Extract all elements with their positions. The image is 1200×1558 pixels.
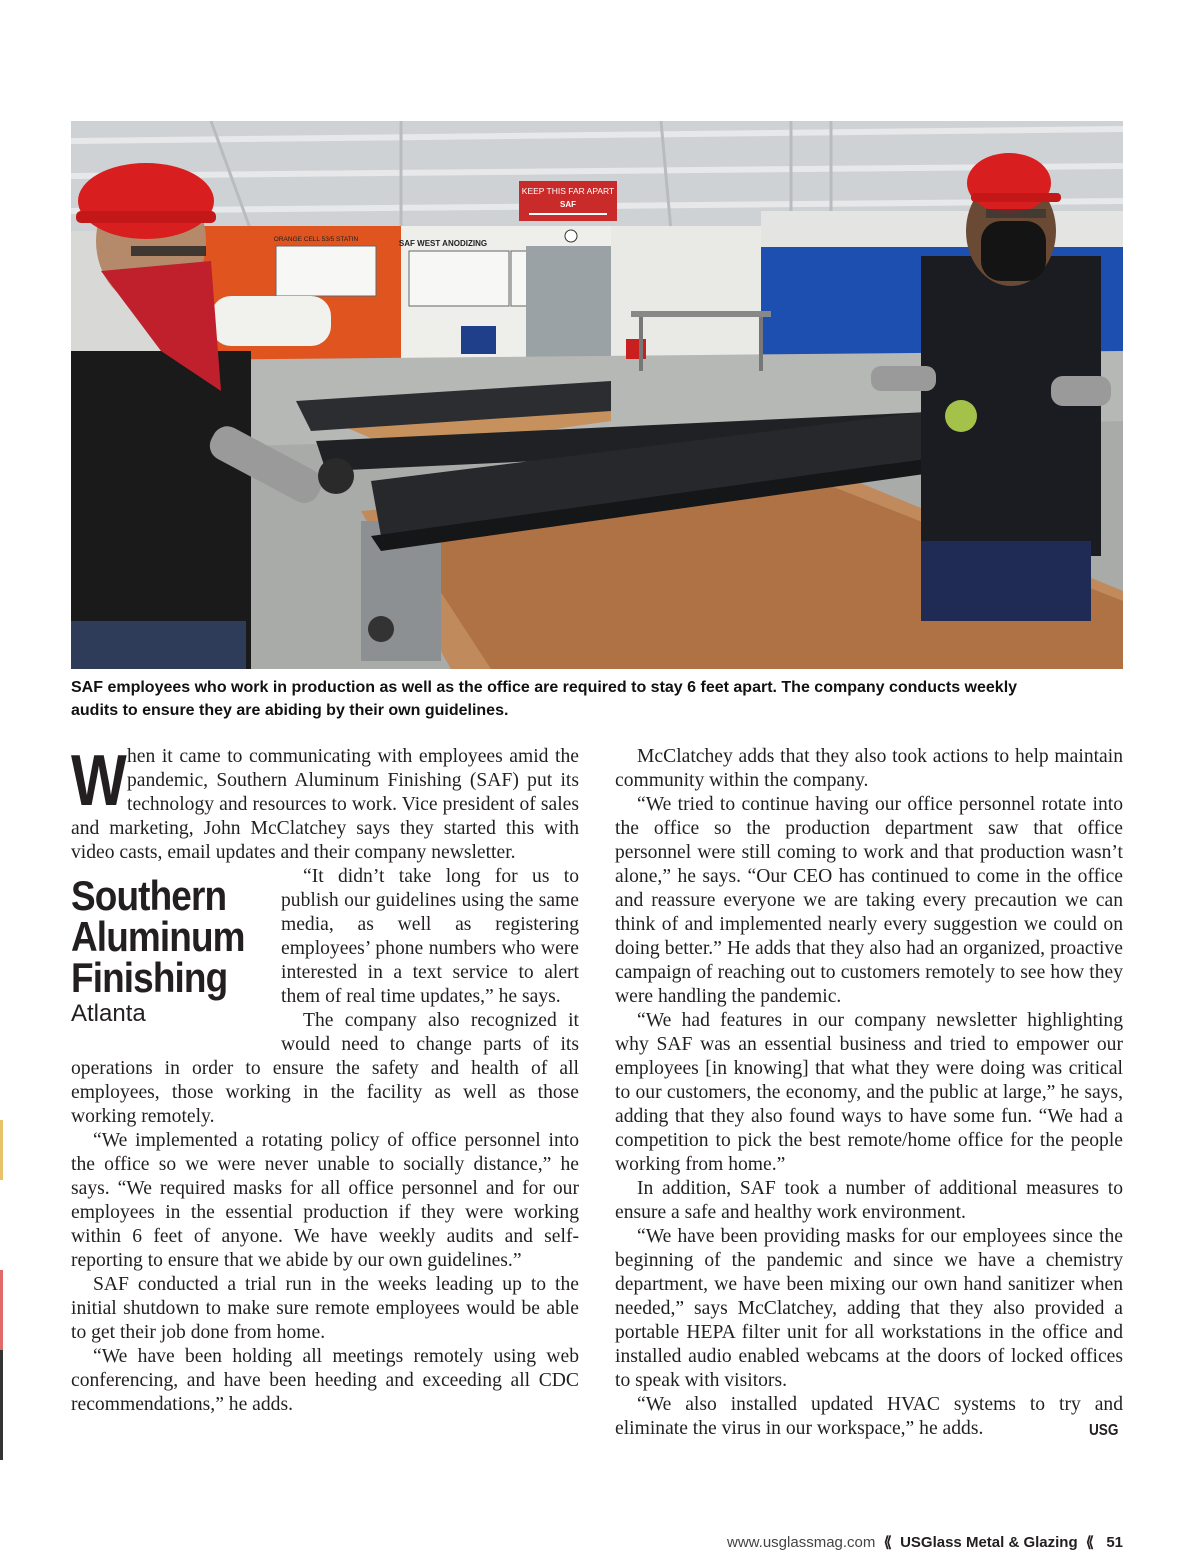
article-paragraph: “We have been holding all meetings remotely using web conferencing, and have been heeding and exceeding all CDC recommendations,” he adds. <box>71 1346 579 1415</box>
page-number: 51 <box>1106 1534 1123 1551</box>
photo-caption <box>71 676 1131 722</box>
company-name <box>71 872 282 1001</box>
article-paragraph: SAF conducted a trial run in the weeks leading up to the initial shutdown to make sure remote employees would be able to get their job done from home. <box>71 1274 579 1343</box>
sign-orange-cell: ORANGE CELL 53/5 STATIN <box>273 236 359 243</box>
company-heading <box>71 872 277 1053</box>
paragraph-text: hen it came to communicating with employees amid the pandemic, Southern Aluminum Finishing (SAF) put its technology and resources to work. Vice president of sales and marketing, John McClatchey says they started this with video casts, email updates and their company newsletter. <box>71 746 579 863</box>
article-paragraph: “We implemented a rotating policy of office personnel into the office so we were never unable to socially distance,” he says. “We required masks for all office personnel and for our employees in the essential production if they were working within 6 feet of anyone. We have weekly audits and self-reporting to ensure that we abide by our own guidelines.” <box>71 1130 579 1271</box>
article-paragraph: “We had features in our company newsletter highlighting why SAF was an essential business and tried to empower our employees [in knowing] that what they were doing was critical to our customers, the economy, and the public at large,” he says, adding that they also found ways to have some fun. “We had a competition to pick the best remote/home office for the people working from home.” <box>615 1010 1123 1175</box>
caption-line-1: SAF employees who work in production as well as the office are required to stay 6 feet apart. The company conducts weekly <box>71 679 1018 696</box>
article-paragraph: “We have been providing masks for our employees since the beginning of the pandemic and since we have a chemistry department, we have been mixing our own hand sanitizer when needed,” says McClatchey, adding that they also provided a portable HEPA filter unit for all workstations in the office and installed audio enabled webcams at the doors of locked offices to speak with visitors. <box>615 1226 1123 1391</box>
caption-line-2: audits to ensure they are abiding by their own guidelines. <box>71 702 509 719</box>
article-paragraph <box>71 741 579 865</box>
article-column-right <box>615 745 1123 1443</box>
edge-strip-dark <box>0 1350 3 1460</box>
footer-separator: ⟪ <box>883 1534 892 1551</box>
article-column-left <box>71 741 579 1417</box>
paragraph-text: “We also installed updated HVAC systems to try and eliminate the virus in our workspace,” he adds. <box>615 1394 1123 1439</box>
footer-url[interactable]: www.usglassmag.com <box>727 1534 876 1551</box>
company-name-line-1: Southern <box>71 872 227 919</box>
sign-anodizing: SAF WEST ANODIZING <box>398 239 488 248</box>
end-mark: USG <box>1089 1422 1119 1439</box>
article-paragraph: McClatchey adds that they also took actions to help maintain community within the company. <box>615 746 1123 791</box>
page-footer <box>727 1533 1123 1551</box>
edge-strip-yellow <box>0 1120 3 1180</box>
sign-keep-apart: KEEP THIS FAR APART <box>521 186 615 196</box>
article-paragraph: In addition, SAF took a number of additional measures to ensure a safe and healthy work environment. <box>615 1178 1123 1223</box>
company-city: Atlanta <box>71 1000 146 1027</box>
article-photo <box>71 121 1123 669</box>
company-name-line-3: Finishing <box>71 954 228 1001</box>
article-paragraph: “It didn’t take long for us to publish our guidelines using the same media, as well as registering employees’ phone numbers who were interested in a text service to alert them of real time updates,” he says. <box>281 866 579 1007</box>
article-paragraph: The company also recognized it would need to change parts of its operations in order to ensure the safety and health of all employees, those working in the facility as well as those working remotely. <box>71 1010 579 1127</box>
drop-cap: W <box>71 741 127 821</box>
edge-strip-red <box>0 1270 3 1350</box>
article-paragraph: “We tried to continue having our office personnel rotate into the office so the production department saw that office personnel were still coming to work and that production wasn’t alone,” he says. “Our CEO has continued to come in the office and reassure everyone we are taking every precaution we can think of and implemented nearly every suggestion we could on doing better.” He adds that they also had an organized, proactive campaign of reaching out to customers remotely to see how they were handling the pandemic. <box>615 794 1123 1007</box>
company-name-line-2: Aluminum <box>71 913 245 960</box>
sign-saf: SAF <box>560 200 576 209</box>
footer-separator: ⟪ <box>1085 1534 1095 1551</box>
article-paragraph <box>615 1393 1123 1441</box>
footer-magazine-title: USGlass Metal & Glazing <box>900 1534 1078 1551</box>
